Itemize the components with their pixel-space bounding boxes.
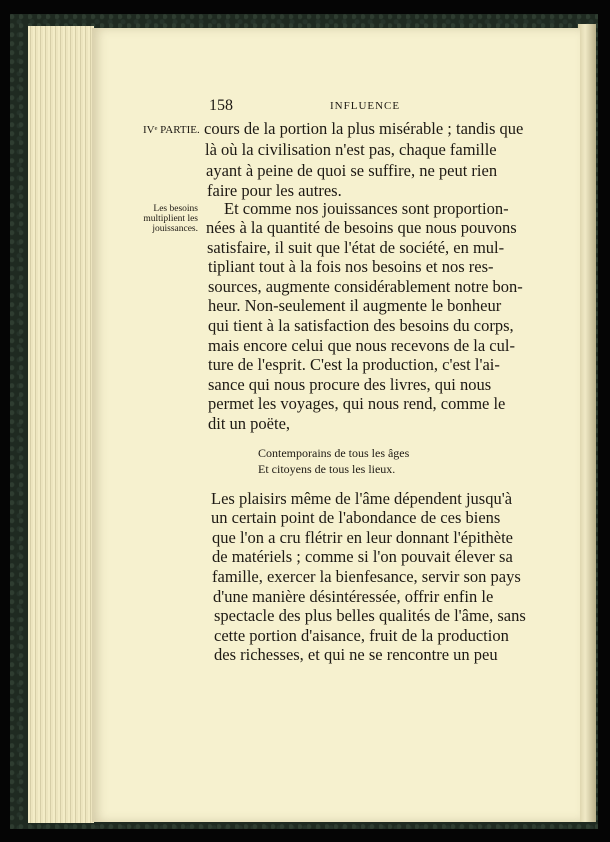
text-line: Les plaisirs même de l'âme dépendent jusqu'à — [211, 489, 513, 508]
text-line: là où la civilisation n'est pas, chaque famille — [205, 140, 497, 159]
text-line: permet les voyages, qui nous rend, comme le — [208, 394, 506, 413]
verse-line: Contemporains de tous les âges — [258, 446, 410, 460]
text-line: heur. Non-seulement il augmente le bonheur — [208, 296, 502, 315]
text-line: sources, augmente considérablement notre bon- — [208, 277, 523, 296]
text-line: dit un poëte, — [208, 414, 291, 433]
text-line: d'une manière désintéressée, offrir enfin le — [213, 587, 494, 606]
text-line: nées à la quantité de besoins que nous pouvons — [206, 218, 517, 237]
text-line: cours de la portion la plus misérable ; tandis que — [204, 119, 524, 138]
text-line: sance qui nous procure des livres, qui nous — [208, 375, 492, 394]
text-line: famille, exercer la bienfesance, servir son pays — [212, 567, 521, 586]
sidenote-line: jouissances. — [152, 224, 198, 234]
page-number: 158 — [209, 97, 233, 114]
verse-line: Et citoyens de tous les lieux. — [258, 462, 396, 476]
text-line: ture de l'esprit. C'est la production, c'est l'ai- — [208, 355, 500, 374]
part-label: IVᵉ PARTIE. — [143, 124, 200, 136]
page-edges-left — [28, 26, 94, 823]
sidenote-line: multiplient les — [143, 214, 198, 224]
text-line: des richesses, et qui ne se rencontre un peu — [214, 645, 498, 664]
running-head: INFLUENCE — [330, 100, 401, 112]
text-line: ayant à peine de quoi se suffire, ne peut rien — [206, 161, 498, 180]
text-line: un certain point de l'abondance de ces biens — [211, 508, 501, 527]
page-edge-right — [578, 24, 596, 822]
text-line: que l'on a cru flétrir en leur donnant l'épithète — [212, 528, 513, 547]
text-line: Et comme nos jouissances sont proportion- — [224, 199, 509, 218]
text-line: satisfaire, il suit que l'état de société, en mul- — [207, 238, 505, 257]
text-line: spectacle des plus belles qualités de l'âme, sans — [214, 606, 526, 625]
sidenote-line: Les besoins — [153, 204, 198, 214]
text-line: de matériels ; comme si l'on pouvait élever sa — [212, 547, 513, 566]
text-line: qui tient à la satisfaction des besoins du corps, — [208, 316, 514, 335]
text-line: faire pour les autres. — [207, 181, 342, 200]
text-line: mais encore celui que nous recevons de la cul- — [208, 336, 515, 355]
text-line: cette portion d'aisance, fruit de la production — [214, 626, 509, 645]
text-line: tipliant tout à la fois nos besoins et nos res- — [208, 257, 494, 276]
